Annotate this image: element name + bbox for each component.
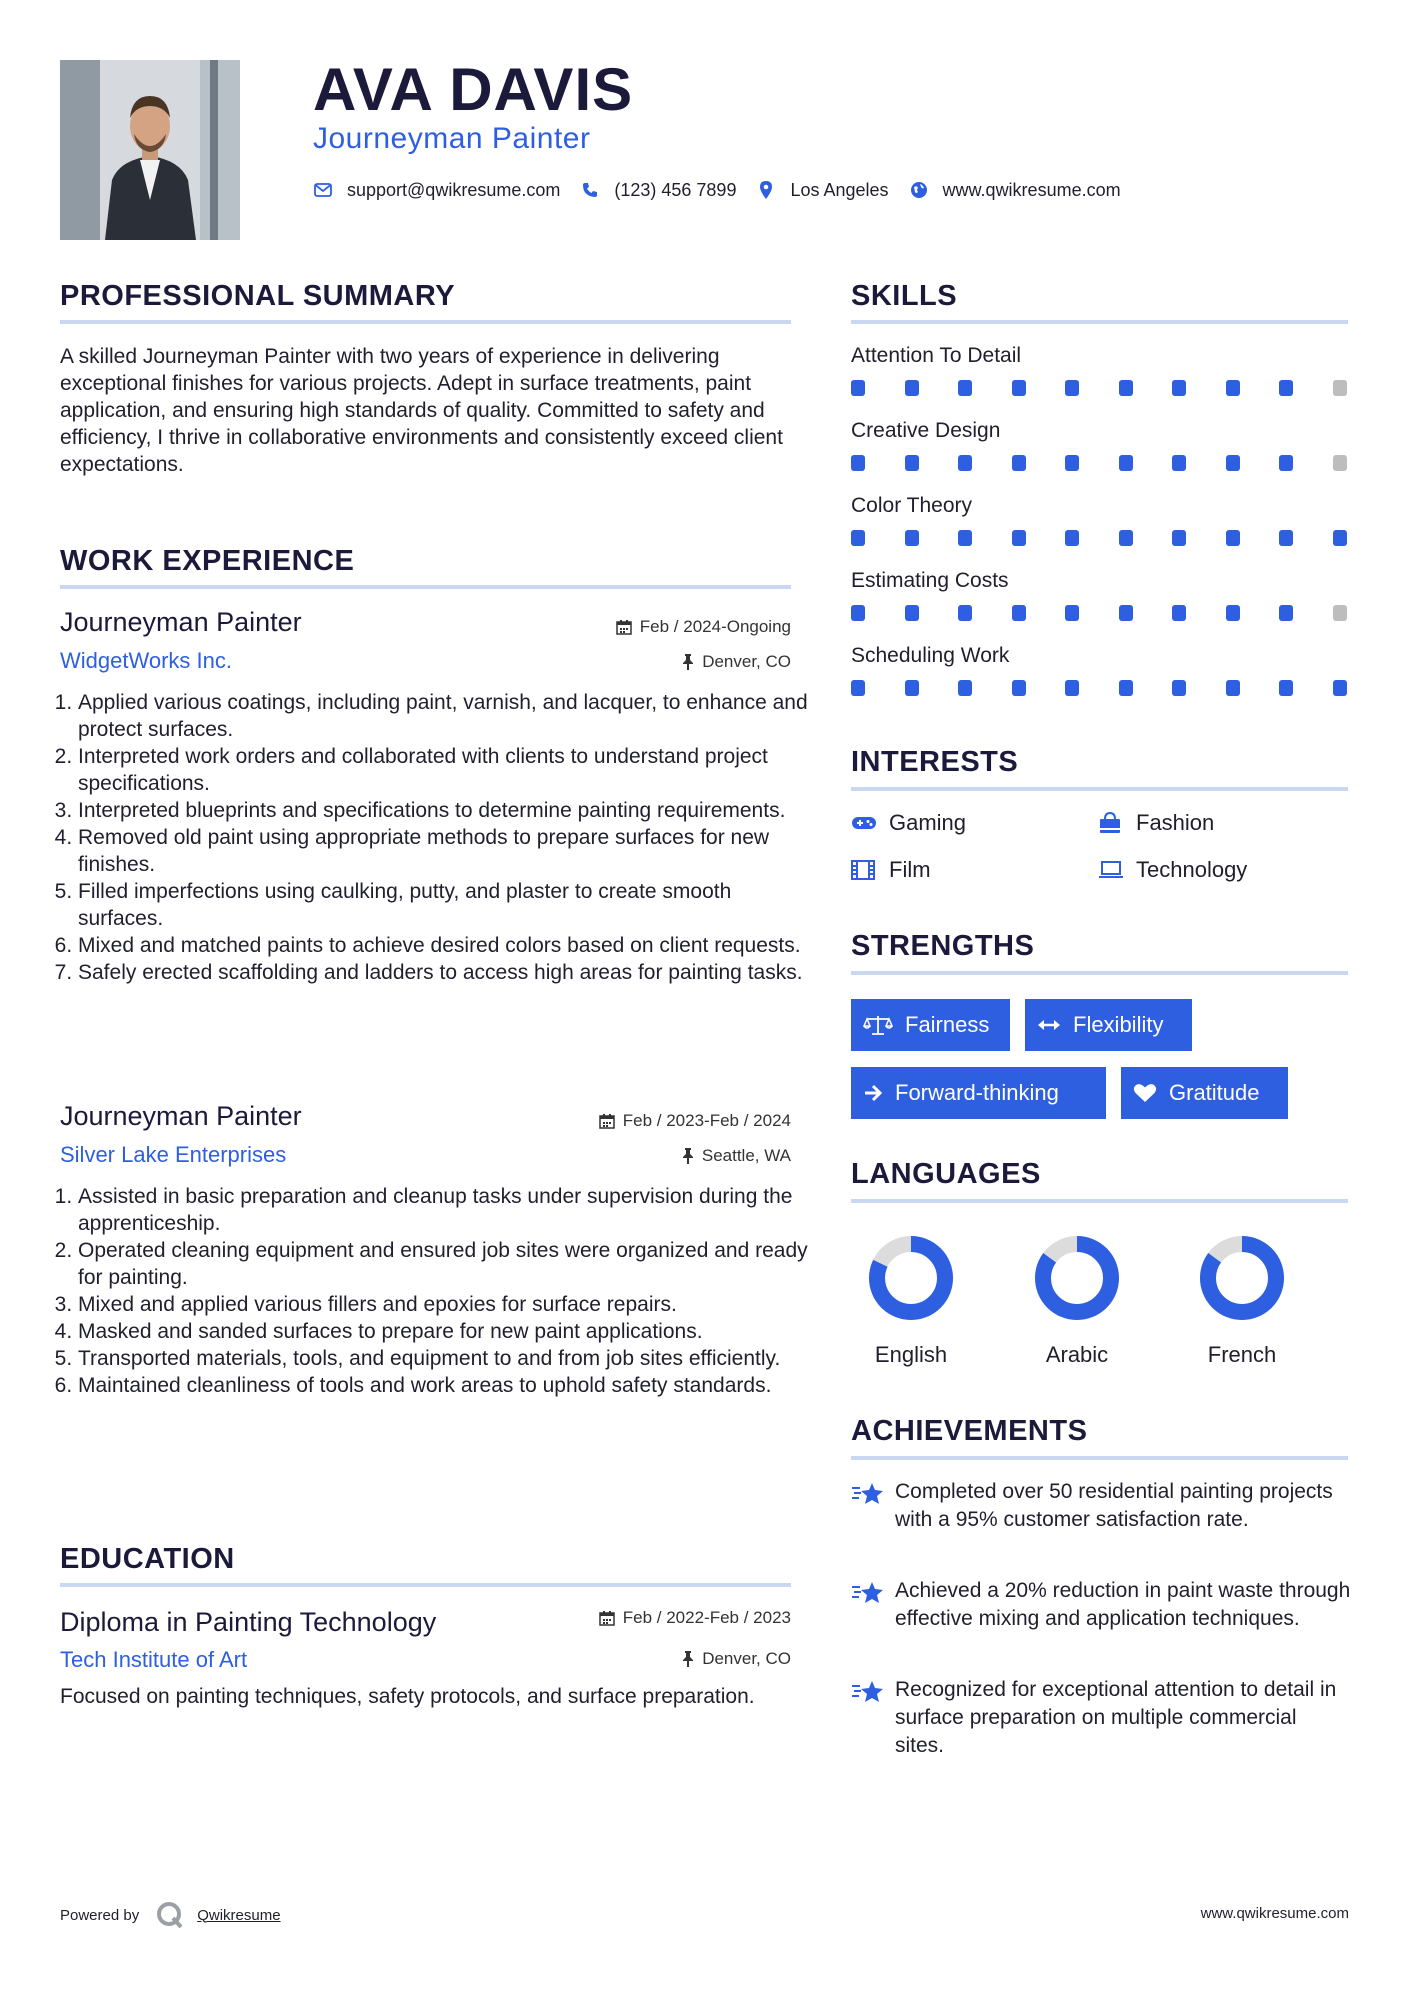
location-text: Los Angeles bbox=[790, 180, 889, 200]
film-icon bbox=[851, 859, 877, 881]
strength-label: Gratitude bbox=[1169, 1080, 1260, 1105]
language-name: Arabic bbox=[1045, 1342, 1109, 1367]
summary-heading: PROFESSIONAL SUMMARY bbox=[60, 280, 456, 312]
strengths-divider bbox=[851, 971, 1348, 975]
school-name: Tech Institute of Art bbox=[60, 1647, 248, 1672]
company-name: WidgetWorks Inc. bbox=[60, 648, 232, 673]
skill-dot-filled bbox=[1226, 380, 1240, 396]
languages-heading: LANGUAGES bbox=[851, 1158, 1041, 1190]
calendar-icon bbox=[599, 1113, 615, 1129]
summary-text: A skilled Journeyman Painter with two years of experience in delivering exceptional finishes for various projects. Adept in surface treatments, paint application, and ensuring high standards of quality. Committed to safety and efficiency, I thrive in collaborative environments and consistently exceed client expectations. bbox=[60, 345, 783, 476]
skill-name: Creative Design bbox=[851, 419, 1001, 442]
skill-dot-filled bbox=[1279, 530, 1293, 546]
skill-dot-filled bbox=[1226, 455, 1240, 471]
achievements-divider bbox=[851, 1456, 1348, 1460]
strength-badge bbox=[851, 1067, 1106, 1119]
list-item: 6. Maintained cleanliness of tools and work areas to uphold safety standards. bbox=[78, 1372, 818, 1399]
location-text: Seattle, WA bbox=[701, 1146, 791, 1165]
skill-name: Attention To Detail bbox=[851, 344, 1022, 367]
arrow-right-icon bbox=[863, 1084, 883, 1102]
phone-text: (123) 456 7899 bbox=[614, 180, 737, 200]
contact-phone[interactable] bbox=[580, 178, 736, 202]
interest-item bbox=[851, 856, 931, 884]
phone-icon bbox=[580, 180, 600, 200]
skill-dot-filled bbox=[1065, 380, 1079, 396]
arrows-horizontal-icon bbox=[1037, 1018, 1061, 1032]
job-title: Journeyman Painter bbox=[60, 1101, 302, 1131]
skill-dot-empty bbox=[1333, 380, 1347, 396]
skill-name: Scheduling Work bbox=[851, 644, 1010, 667]
dates-text: Feb / 2024-Ongoing bbox=[639, 617, 791, 636]
list-item: 2. Operated cleaning equipment and ensured job sites were organized and ready for painting. bbox=[78, 1237, 818, 1291]
interest-item bbox=[851, 809, 966, 837]
skill-dot-filled bbox=[1012, 605, 1026, 621]
achievement-text: Achieved a 20% reduction in paint waste through effective mixing and application techniques. bbox=[895, 1579, 1351, 1630]
skill-dot-filled bbox=[1065, 605, 1079, 621]
skill-item bbox=[851, 417, 1351, 473]
skill-item bbox=[851, 642, 1351, 698]
experience-heading: WORK EXPERIENCE bbox=[60, 545, 355, 577]
profile-photo bbox=[60, 60, 240, 240]
skill-dot-filled bbox=[1119, 605, 1133, 621]
degree-title: Diploma in Painting Technology bbox=[60, 1607, 437, 1637]
strength-badge bbox=[1121, 1067, 1288, 1119]
skill-dot-filled bbox=[851, 680, 865, 696]
interests-divider bbox=[851, 787, 1348, 791]
list-item: 1. Applied various coatings, including paint, varnish, and lacquer, to enhance and protect surfaces. bbox=[78, 689, 818, 743]
brand-link[interactable]: Qwikresume bbox=[197, 1906, 281, 1924]
calendar-icon bbox=[599, 1610, 615, 1626]
job-location bbox=[682, 651, 791, 673]
skill-rating bbox=[851, 378, 1351, 398]
job-title: Journeyman Painter bbox=[60, 607, 302, 637]
balance-scale-icon bbox=[863, 1014, 893, 1036]
candidate-name: AVA DAVIS bbox=[313, 56, 634, 123]
skill-dot-filled bbox=[1172, 530, 1186, 546]
skill-dot-filled bbox=[958, 605, 972, 621]
skill-dot-empty bbox=[1333, 455, 1347, 471]
achievement-text: Recognized for exceptional attention to detail in surface preparation on multiple commercial sites. bbox=[895, 1678, 1337, 1757]
experience-divider bbox=[60, 585, 791, 589]
heart-icon bbox=[1133, 1083, 1157, 1103]
skill-dot-filled bbox=[851, 380, 865, 396]
skill-dot-filled bbox=[1119, 530, 1133, 546]
envelope-icon bbox=[313, 180, 333, 200]
strengths-heading: STRENGTHS bbox=[851, 930, 1035, 962]
job-location bbox=[682, 1145, 791, 1167]
dates-text: Feb / 2023-Feb / 2024 bbox=[622, 1111, 791, 1130]
skill-dot-filled bbox=[1279, 380, 1293, 396]
skill-dot-filled bbox=[1172, 605, 1186, 621]
skill-dot-filled bbox=[1279, 605, 1293, 621]
list-item: 2. Interpreted work orders and collaborated with clients to understand project specifications. bbox=[78, 743, 818, 797]
skill-dot-filled bbox=[1012, 455, 1026, 471]
footer-website-link[interactable]: www.qwikresume.com bbox=[1200, 1905, 1349, 1922]
list-item: 4. Removed old paint using appropriate methods to prepare surfaces for new finishes. bbox=[78, 824, 818, 878]
skill-dot-filled bbox=[1279, 455, 1293, 471]
skill-dot-filled bbox=[851, 455, 865, 471]
globe-icon bbox=[909, 180, 929, 200]
skill-dot-filled bbox=[1012, 380, 1026, 396]
skill-dot-filled bbox=[1119, 455, 1133, 471]
email-text: support@qwikresume.com bbox=[347, 180, 561, 200]
language-name: English bbox=[874, 1342, 948, 1367]
skill-item bbox=[851, 492, 1351, 548]
skill-item bbox=[851, 342, 1351, 398]
skill-dot-filled bbox=[958, 380, 972, 396]
education-heading: EDUCATION bbox=[60, 1543, 235, 1575]
skill-dot-filled bbox=[905, 605, 919, 621]
language-item bbox=[851, 1233, 971, 1369]
language-item bbox=[1017, 1233, 1137, 1369]
skill-dot-filled bbox=[905, 380, 919, 396]
laptop-icon bbox=[1098, 859, 1124, 881]
skill-dot-filled bbox=[1012, 680, 1026, 696]
list-item: 5. Filled imperfections using caulking, putty, and plaster to create smooth surfaces. bbox=[78, 878, 818, 932]
education-divider bbox=[60, 1583, 791, 1587]
job-duties-list bbox=[60, 689, 818, 986]
skill-dot-filled bbox=[1333, 530, 1347, 546]
education-dates bbox=[599, 1607, 791, 1629]
skill-dot-filled bbox=[1279, 680, 1293, 696]
skill-dot-filled bbox=[1333, 680, 1347, 696]
strength-label: Fairness bbox=[905, 1012, 990, 1037]
skill-dot-filled bbox=[1172, 380, 1186, 396]
skill-dot-filled bbox=[958, 680, 972, 696]
job-duties-list bbox=[60, 1183, 818, 1399]
education-location bbox=[682, 1648, 791, 1670]
skills-heading: SKILLS bbox=[851, 280, 958, 312]
skill-name: Estimating Costs bbox=[851, 569, 1009, 592]
proficiency-donut bbox=[866, 1233, 956, 1323]
list-item: 7. Safely erected scaffolding and ladders to access high areas for painting tasks. bbox=[78, 959, 818, 986]
strength-badge bbox=[851, 999, 1010, 1051]
strength-label: Flexibility bbox=[1073, 1012, 1164, 1037]
map-pin-icon bbox=[756, 180, 776, 200]
skill-dot-filled bbox=[1065, 530, 1079, 546]
pushpin-icon bbox=[682, 1148, 694, 1164]
interest-label: Technology bbox=[1136, 857, 1248, 882]
skill-dot-filled bbox=[1012, 530, 1026, 546]
list-item: 5. Transported materials, tools, and equipment to and from job sites efficiently. bbox=[78, 1345, 818, 1372]
skill-dot-filled bbox=[1226, 605, 1240, 621]
pushpin-icon bbox=[682, 654, 694, 670]
list-item: 6. Mixed and matched paints to achieve desired colors based on client requests. bbox=[78, 932, 818, 959]
achievements-heading: ACHIEVEMENTS bbox=[851, 1415, 1088, 1447]
language-item bbox=[1182, 1233, 1302, 1369]
pushpin-icon bbox=[682, 1651, 694, 1667]
shooting-star-icon bbox=[851, 1577, 885, 1633]
company-name: Silver Lake Enterprises bbox=[60, 1142, 287, 1167]
contact-website[interactable] bbox=[909, 178, 1121, 202]
list-item: 3. Interpreted blueprints and specifications to determine painting requirements. bbox=[78, 797, 818, 824]
skill-dot-filled bbox=[1172, 455, 1186, 471]
proficiency-donut bbox=[1197, 1233, 1287, 1323]
interest-item bbox=[1098, 809, 1214, 837]
skill-name: Color Theory bbox=[851, 494, 972, 517]
skill-rating bbox=[851, 453, 1351, 473]
strength-label: Forward-thinking bbox=[895, 1080, 1059, 1105]
website-text: www.qwikresume.com bbox=[942, 180, 1121, 200]
skill-dot-filled bbox=[1065, 455, 1079, 471]
skill-dot-empty bbox=[1333, 605, 1347, 621]
skill-item bbox=[851, 567, 1351, 623]
skill-dot-filled bbox=[1226, 680, 1240, 696]
skill-dot-filled bbox=[905, 680, 919, 696]
location-text: Denver, CO bbox=[702, 1649, 791, 1668]
calendar-icon bbox=[616, 619, 632, 635]
skill-dot-filled bbox=[1065, 680, 1079, 696]
list-item: 1. Assisted in basic preparation and cleanup tasks under supervision during the apprenticeship. bbox=[78, 1183, 818, 1237]
skill-rating bbox=[851, 603, 1351, 623]
interest-label: Film bbox=[889, 857, 931, 882]
skill-rating bbox=[851, 678, 1351, 698]
skill-dot-filled bbox=[1172, 680, 1186, 696]
shooting-star-icon bbox=[851, 1478, 885, 1534]
contact-location bbox=[756, 178, 888, 202]
interest-label: Gaming bbox=[889, 810, 967, 835]
interests-heading: INTERESTS bbox=[851, 746, 1019, 778]
contact-email[interactable] bbox=[313, 178, 560, 202]
interest-label: Fashion bbox=[1136, 810, 1215, 835]
skill-dot-filled bbox=[851, 530, 865, 546]
languages-divider bbox=[851, 1199, 1348, 1203]
skills-divider bbox=[851, 320, 1348, 324]
shopping-bag-icon bbox=[1098, 812, 1124, 834]
skill-dot-filled bbox=[905, 530, 919, 546]
contact-bar bbox=[313, 178, 1141, 202]
qwikresume-logo-icon bbox=[155, 1900, 185, 1930]
skill-dot-filled bbox=[1226, 530, 1240, 546]
achievement-item bbox=[851, 1676, 1351, 1760]
achievement-text: Completed over 50 residential painting projects with a 95% customer satisfaction rate. bbox=[895, 1480, 1333, 1531]
skill-dot-filled bbox=[905, 455, 919, 471]
skill-dot-filled bbox=[1119, 680, 1133, 696]
education-description: Focused on painting techniques, safety protocols, and surface preparation. bbox=[60, 1685, 755, 1708]
list-item: 4. Masked and sanded surfaces to prepare for new paint applications. bbox=[78, 1318, 818, 1345]
powered-by-text: Powered by bbox=[60, 1906, 140, 1924]
skill-dot-filled bbox=[851, 605, 865, 621]
shooting-star-icon bbox=[851, 1676, 885, 1760]
location-text: Denver, CO bbox=[702, 652, 791, 671]
list-item: 3. Mixed and applied various fillers and epoxies for surface repairs. bbox=[78, 1291, 818, 1318]
dates-text: Feb / 2022-Feb / 2023 bbox=[622, 1608, 791, 1627]
candidate-title: Journeyman Painter bbox=[313, 122, 591, 155]
job-dates bbox=[616, 616, 791, 638]
achievement-item bbox=[851, 1478, 1351, 1534]
job-dates bbox=[599, 1110, 791, 1132]
footer-powered-by bbox=[60, 1900, 281, 1930]
summary-divider bbox=[60, 320, 791, 324]
proficiency-donut bbox=[1032, 1233, 1122, 1323]
skill-dot-filled bbox=[1119, 380, 1133, 396]
gamepad-icon bbox=[851, 812, 877, 834]
strength-badge bbox=[1025, 999, 1192, 1051]
achievement-item bbox=[851, 1577, 1351, 1633]
interest-item bbox=[1098, 856, 1247, 884]
skill-dot-filled bbox=[958, 530, 972, 546]
skill-dot-filled bbox=[958, 455, 972, 471]
language-name: French bbox=[1207, 1342, 1277, 1367]
skill-rating bbox=[851, 528, 1351, 548]
